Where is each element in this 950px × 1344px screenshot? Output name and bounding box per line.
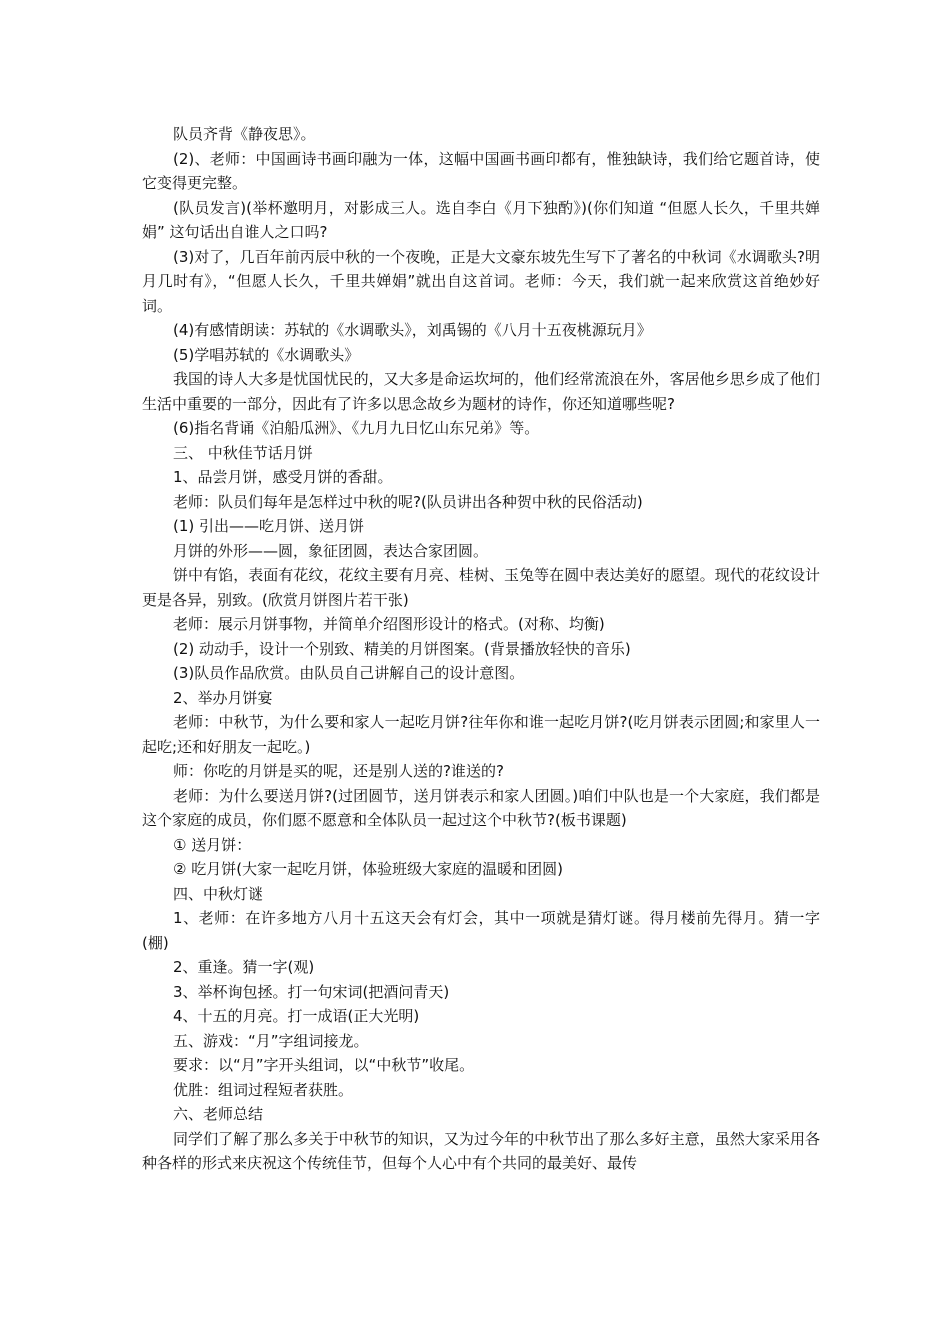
paragraph: 老师：展示月饼事物，并简单介绍图形设计的格式。(对称、均衡) bbox=[173, 615, 605, 633]
paragraph: (2)、老师：中国画诗书画印融为一体，这幅中国画书画印都有，惟独缺诗，我们给它题首诗，使它变得更完整。 bbox=[142, 149, 820, 192]
paragraph: 师：你吃的月饼是买的呢，还是别人送的?谁送的? bbox=[173, 762, 504, 780]
paragraph: (4)有感情朗读：苏轼的《水调歌头》，刘禹锡的《八月十五夜桃源玩月》 bbox=[173, 321, 652, 339]
paragraph: 1、品尝月饼，感受月饼的香甜。 bbox=[173, 468, 393, 486]
paragraph: ① 送月饼： bbox=[173, 835, 252, 854]
paragraph: 老师：为什么要送月饼?(过团圆节，送月饼表示和家人团圆。)咱们中队也是一个大家庭，我们都是这个家庭的成员，你们愿不愿意和全体队员一起过这个中秋节?(板书课题) bbox=[142, 786, 820, 829]
paragraph: 优胜：组词过程短者获胜。 bbox=[173, 1080, 354, 1099]
section-heading: 五、游戏：“月”字组词接龙。 bbox=[173, 1031, 369, 1050]
section-heading: 三、 中秋佳节话月饼 bbox=[173, 443, 313, 462]
paragraph: 老师：队员们每年是怎样过中秋的呢?(队员讲出各种贺中秋的民俗活动) bbox=[173, 492, 643, 511]
paragraph: 2、重逢。猜一字(观) bbox=[173, 958, 315, 976]
paragraph: 4、十五的月亮。打一成语(正大光明) bbox=[173, 1007, 420, 1025]
paragraph: 3、举杯询包拯。打一句宋词(把酒问青天) bbox=[173, 982, 450, 1001]
paragraph: (3)队员作品欣赏。由队员自己讲解自己的设计意图。 bbox=[173, 664, 525, 682]
paragraph: (5)学唱苏轼的《水调歌头》 bbox=[173, 345, 360, 364]
section-heading: 四、中秋灯谜 bbox=[173, 884, 264, 903]
paragraph: 老师：中秋节，为什么要和家人一起吃月饼?往年你和谁一起吃月饼?(吃月饼表示团圆;和家里人一起吃;还和好朋友一起吃。) bbox=[142, 713, 820, 756]
paragraph: 月饼的外形——圆，象征团圆，表达合家团圆。 bbox=[173, 541, 489, 560]
paragraph: 要求：以“月”字开头组词，以“中秋节”收尾。 bbox=[173, 1056, 475, 1074]
paragraph: (2) 动动手，设计一个别致、精美的月饼图案。(背景播放轻快的音乐) bbox=[173, 639, 631, 658]
section-heading: 六、老师总结 bbox=[173, 1105, 264, 1123]
paragraph: 同学们了解了那么多关于中秋节的知识，又为过今年的中秋节出了那么多好主意，虽然大家采用各种各样的形式来庆祝这个传统佳节，但每个人心中有个共同的最美好、最传 bbox=[142, 1129, 820, 1172]
paragraph: (3)对了，几百年前丙辰中秋的一个夜晚，正是大文豪东坡先生写下了著名的中秋词《水调歌头?明月几时有》，“但愿人长久，千里共婵娟”就出自这首词。老师：今天，我们就一起来欣赏这首绝妙好词。 bbox=[142, 247, 820, 315]
paragraph: 我国的诗人大多是忧国忧民的，又大多是命运坎坷的，他们经常流浪在外，客居他乡思乡成了他们生活中重要的一部分，因此有了许多以思念故乡为题材的诗作，你还知道哪些呢? bbox=[142, 370, 820, 413]
paragraph: 1、老师：在许多地方八月十五这天会有灯会，其中一项就是猜灯谜。得月楼前先得月。猜一字(棚) bbox=[142, 909, 820, 952]
document-body bbox=[142, 122, 820, 1176]
paragraph: 2、举办月饼宴 bbox=[173, 688, 273, 707]
paragraph: (1) 引出——吃月饼、送月饼 bbox=[173, 517, 365, 535]
paragraph: 队员齐背《静夜思》。 bbox=[173, 125, 316, 143]
paragraph: 饼中有馅，表面有花纹，花纹主要有月亮、桂树、玉兔等在圆中表达美好的愿望。现代的花纹设计更是各异，别致。(欣赏月饼图片若干张) bbox=[142, 566, 820, 609]
paragraph: ② 吃月饼(大家一起吃月饼，体验班级大家庭的温暖和团圆) bbox=[173, 860, 563, 878]
paragraph: (队员发言)(举杯邀明月，对影成三人。选自李白《月下独酌》)(你们知道 “但愿人长久，千里共婵娟” 这句话出自谁人之口吗? bbox=[142, 198, 820, 241]
paragraph: (6)指名背诵《泊船瓜洲》、《九月九日忆山东兄弟》等。 bbox=[173, 419, 540, 437]
